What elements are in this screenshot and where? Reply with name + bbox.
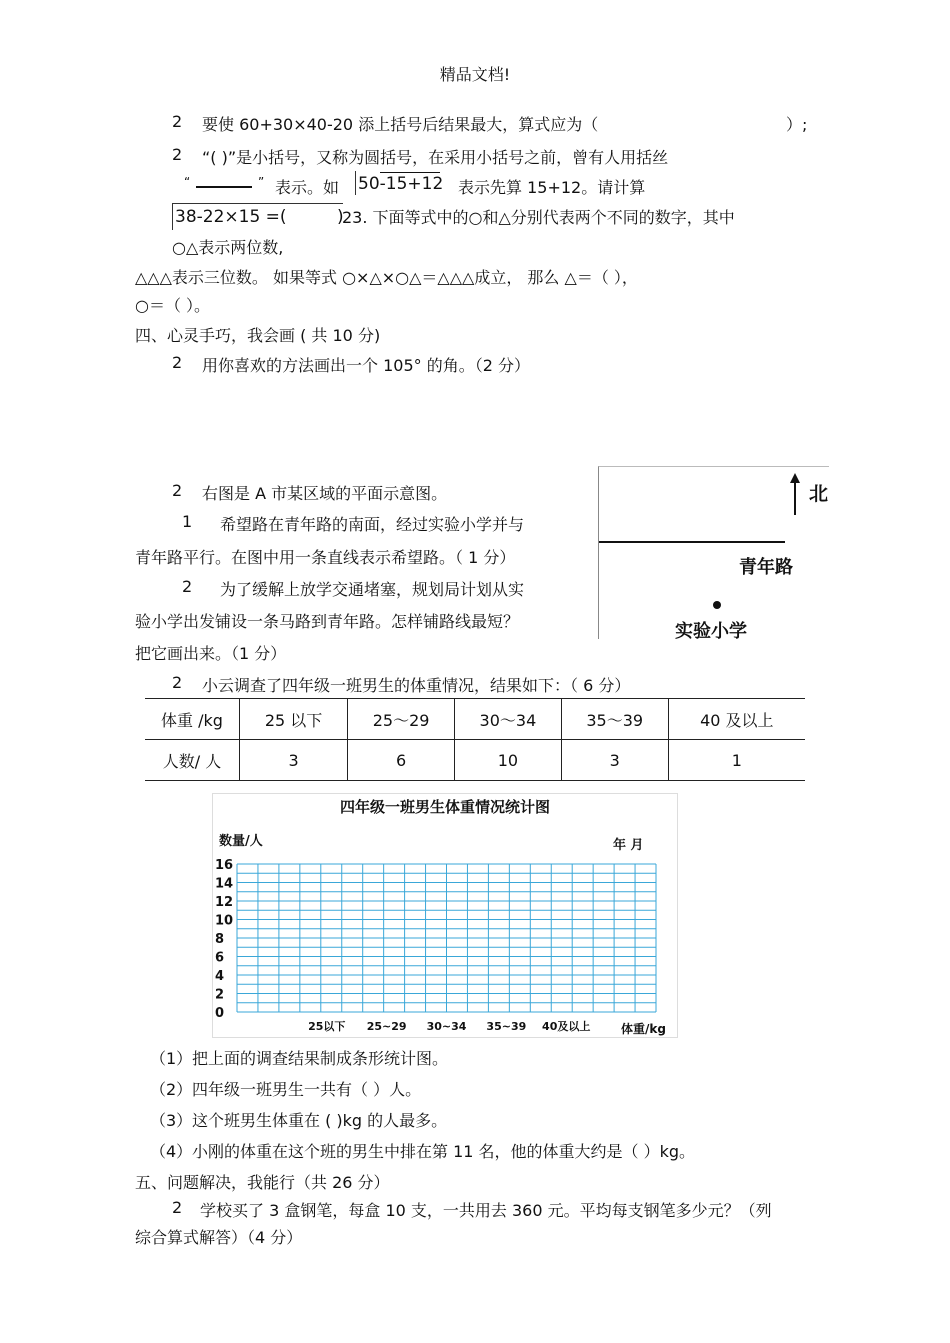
sub-question: 这个班男生体重在 ( )kg 的人最多。 xyxy=(192,1111,448,1130)
x-tick-label: 40及以上 xyxy=(542,1020,591,1033)
north-arrow-head xyxy=(790,473,800,483)
x-tick-label: 35~39 xyxy=(486,1020,527,1033)
chart-title: 四年级一班男生体重情况统计图 xyxy=(339,798,550,816)
table-cell: 体重 /kg xyxy=(145,699,240,740)
chart-ylabel: 数量/人 xyxy=(219,834,263,849)
question-text: 青年路平行。在图中用一条直线表示希望路。（ 1 分） xyxy=(135,548,516,567)
weight-bar-chart xyxy=(212,793,678,1038)
sub-question: 把上面的调查结果制成条形统计图。 xyxy=(192,1049,449,1068)
section-title: 五、问题解决，我能行（共 26 分） xyxy=(135,1173,390,1192)
question-text: 右图是 A 市某区域的平面示意图。 xyxy=(202,484,448,503)
question-text: 表示。如 xyxy=(275,178,340,197)
question-number: 2 xyxy=(172,353,183,372)
quote-close: ” xyxy=(258,175,265,189)
table-cell: 25～29 xyxy=(348,699,455,740)
calc-expression: 38-22×15 =( xyxy=(175,207,287,227)
school-label: 实验小学 xyxy=(675,621,747,642)
question-text: 用你喜欢的方法画出一个 105° 的角。（2 分） xyxy=(202,356,530,375)
page-header: 精品文档! xyxy=(439,65,511,84)
x-tick-label: 25~29 xyxy=(366,1020,407,1033)
sub-number: 2 xyxy=(182,577,193,596)
question-text: 为了缓解上放学交通堵塞，规划局计划从实 xyxy=(220,580,525,599)
table-cell: 35～39 xyxy=(561,699,668,740)
table-cell: 3 xyxy=(240,740,348,781)
question-text: 综合算式解答）（4 分） xyxy=(135,1228,303,1247)
sub-question: 小刚的体重在这个班的男生中排在第 11 名，他的体重大约是（ ）kg。 xyxy=(192,1142,696,1161)
sub-number: 1 xyxy=(182,512,193,531)
question-number: 2 xyxy=(172,481,183,500)
question-number: 2 xyxy=(172,673,183,692)
x-tick-label: 30~34 xyxy=(426,1020,467,1033)
y-tick-label: 12 xyxy=(215,895,234,910)
question-text: 学校买了 3 盒钢笔，每盒 10 支，一共用去 360 元。平均每支钢笔多少元？（列 xyxy=(200,1201,772,1220)
table-cell: 6 xyxy=(348,740,455,781)
question-text: “( )”是小括号，又称为圆括号，在采用小括号之前，曾有人用括丝 xyxy=(202,148,669,167)
question-text: 表示先算 15+12。请计算 xyxy=(458,178,646,197)
calc-box xyxy=(172,203,343,230)
y-tick-label: 6 xyxy=(215,950,225,966)
table-cell: 25 以下 xyxy=(240,699,348,740)
bracket-line xyxy=(196,186,252,188)
y-tick-label: 0 xyxy=(215,1006,225,1021)
table-cell: 3 xyxy=(561,740,668,781)
x-tick-label: 25以下 xyxy=(308,1020,346,1033)
table-cell: 10 xyxy=(454,740,561,781)
map-drawing xyxy=(599,467,829,639)
question-text: 要使 60+30×40-20 添上括号后结果最大，算式应为（ xyxy=(202,115,599,134)
y-tick-label: 4 xyxy=(215,969,225,984)
sub-number: （2） xyxy=(150,1080,193,1099)
question-number: 2 xyxy=(172,145,183,164)
section-title: 四、心灵手巧，我会画 ( 共 10 分) xyxy=(135,326,381,345)
chart-grid xyxy=(213,794,677,1037)
chart-date-label: 年 月 xyxy=(613,838,644,853)
weight-table xyxy=(145,698,805,781)
question-text: 验小学出发铺设一条马路到青年路。怎样铺路线最短？ xyxy=(135,612,520,631)
question-number: 2 xyxy=(172,112,183,131)
sub-number: （3） xyxy=(150,1111,193,1130)
question-number: 2 xyxy=(172,1198,183,1217)
sub-number: （1） xyxy=(150,1049,193,1068)
overline xyxy=(380,172,440,173)
table-cell: 40 及以上 xyxy=(668,699,805,740)
sub-question: 四年级一班男生一共有（ ）人。 xyxy=(192,1080,422,1099)
y-tick-label: 8 xyxy=(215,932,225,947)
calc-close: ) xyxy=(337,207,344,227)
question-text: ○△表示两位数, xyxy=(172,238,284,257)
north-label: 北 xyxy=(809,483,829,505)
question-text-tail: ）; xyxy=(786,115,808,134)
y-tick-label: 2 xyxy=(215,987,225,1003)
table-row xyxy=(145,740,805,781)
table-cell: 人数/ 人 xyxy=(145,740,240,781)
table-row xyxy=(145,699,805,740)
school-dot xyxy=(713,601,721,609)
sub-number: （4） xyxy=(150,1142,193,1161)
question-text: ○＝（ ）。 xyxy=(135,296,211,315)
example-expression: 50-15+12 xyxy=(358,174,444,194)
question-text: 希望路在青年路的南面，经过实验小学并与 xyxy=(220,515,525,534)
y-tick-label: 10 xyxy=(215,913,234,929)
road-label: 青年路 xyxy=(739,557,793,578)
question-text: △△△表示三位数。 如果等式 ○×△×○△＝△△△成立， 那么 △＝（ ）， xyxy=(135,268,638,287)
quote-open: “ xyxy=(184,175,191,189)
area-map xyxy=(598,466,829,642)
table-cell: 30～34 xyxy=(454,699,561,740)
example-box xyxy=(355,171,442,195)
y-tick-label: 16 xyxy=(215,858,234,873)
question-text: 23. 下面等式中的○和△分别代表两个不同的数字，其中 xyxy=(342,208,735,227)
question-text: 把它画出来。（1 分） xyxy=(135,644,287,663)
y-tick-label: 14 xyxy=(215,876,234,892)
table-cell: 1 xyxy=(668,740,805,781)
chart-xlabel: 体重/kg xyxy=(621,1022,666,1036)
question-text: 小云调查了四年级一班男生的体重情况，结果如下：（ 6 分） xyxy=(202,676,631,695)
